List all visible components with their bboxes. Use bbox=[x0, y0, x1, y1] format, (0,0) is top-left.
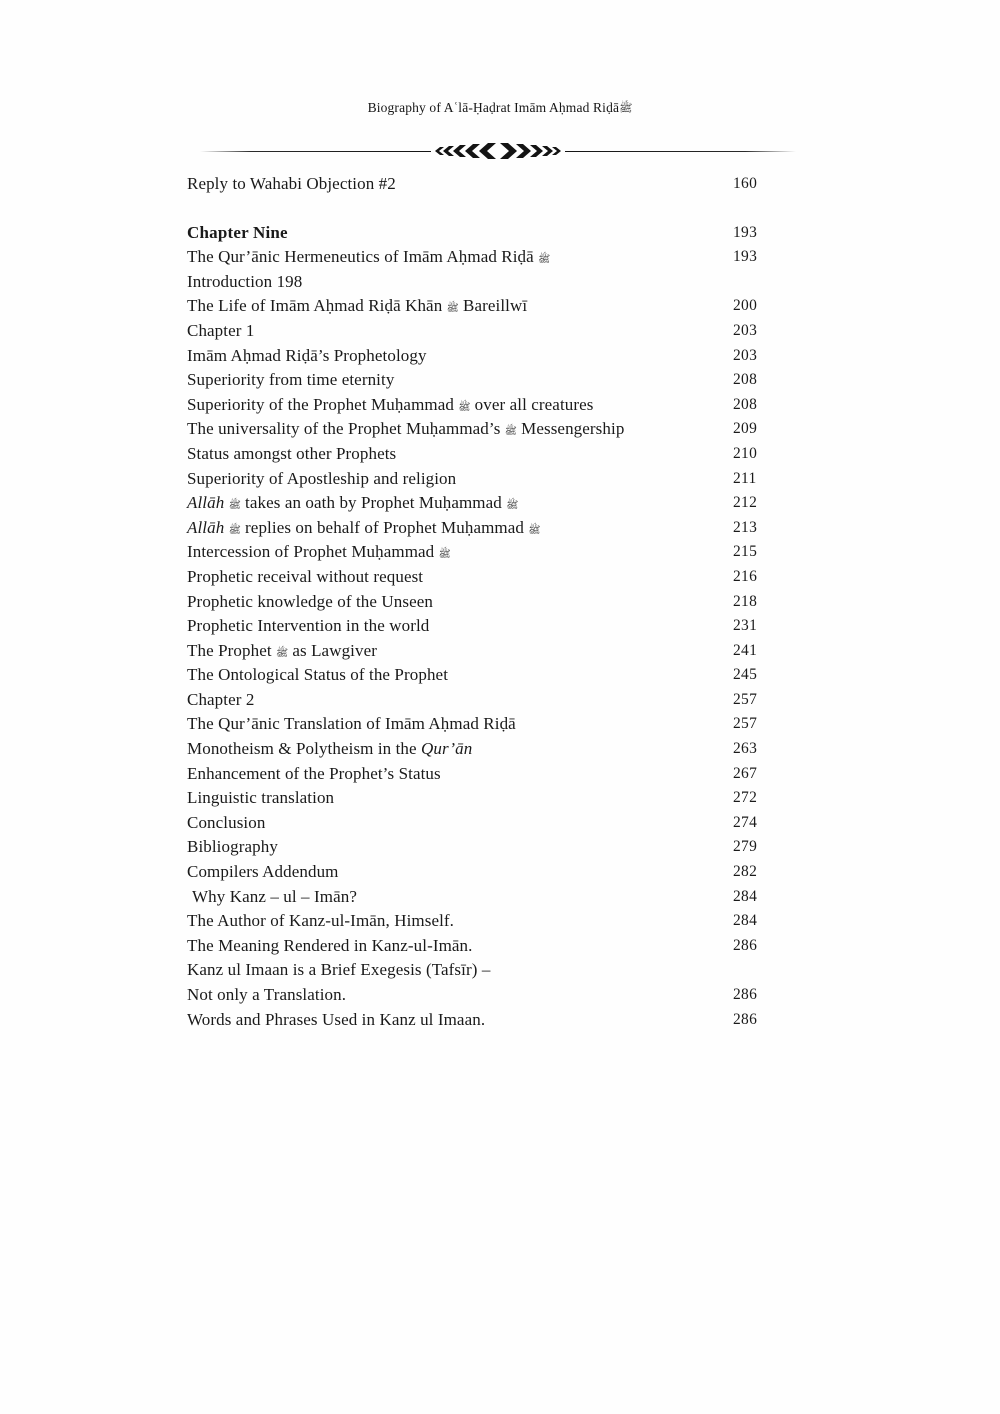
honorific-glyph-icon: ﷺ bbox=[619, 101, 633, 115]
ornamental-divider bbox=[200, 140, 796, 162]
toc-entry[interactable] bbox=[187, 540, 787, 565]
toc-entry-page-number: 284 bbox=[733, 912, 758, 930]
toc-entry-title: Not only a Translation. bbox=[187, 985, 347, 1004]
honorific-glyph-icon: ﷺ bbox=[228, 500, 241, 512]
toc-entry[interactable] bbox=[187, 491, 787, 516]
toc-entry-title: Compilers Addendum bbox=[187, 862, 339, 882]
toc-entry-title: The universality of the Prophet Muḥammad’s ﷺ Messengership bbox=[187, 419, 625, 439]
toc-entry-page-number: 193 bbox=[733, 223, 758, 241]
toc-entry[interactable] bbox=[187, 885, 787, 910]
toc-entry-title: Kanz ul Imaan is a Brief Exegesis (Tafsīr) – bbox=[187, 960, 491, 980]
toc-entry-title: Prophetic Intervention in the world bbox=[187, 616, 430, 636]
toc-entry[interactable] bbox=[187, 983, 787, 1008]
toc-entry[interactable] bbox=[187, 270, 787, 295]
toc-entry[interactable] bbox=[187, 417, 787, 442]
toc-entry-page-number: 282 bbox=[733, 863, 758, 881]
toc-entry-page-number: 218 bbox=[733, 592, 758, 610]
running-header bbox=[0, 100, 1000, 118]
toc-entry[interactable] bbox=[187, 1008, 787, 1033]
toc-entry-page-number: 245 bbox=[733, 666, 758, 684]
toc-entry-page-number: 231 bbox=[733, 617, 758, 635]
honorific-glyph-icon: ﷺ bbox=[538, 254, 551, 266]
toc-entry-title: Allāh ﷺ takes an oath by Prophet Muḥammad ﷺ bbox=[187, 493, 519, 513]
toc-entry-title: Conclusion bbox=[187, 812, 266, 832]
toc-entry-page-number: 241 bbox=[733, 641, 758, 659]
honorific-glyph-icon: ﷺ bbox=[506, 500, 519, 512]
toc-entry-page-number: 284 bbox=[733, 887, 758, 905]
toc-entry[interactable] bbox=[187, 172, 787, 197]
toc-entry[interactable] bbox=[187, 319, 787, 344]
toc-entry[interactable] bbox=[187, 442, 787, 467]
toc-entry-page-number: 193 bbox=[733, 248, 758, 266]
toc-entry-page-number: 210 bbox=[733, 444, 758, 462]
toc-entry-page-number: 160 bbox=[733, 175, 758, 192]
toc-entry[interactable] bbox=[187, 467, 787, 492]
toc-entry[interactable] bbox=[187, 516, 787, 541]
honorific-glyph-icon: ﷺ bbox=[276, 647, 289, 659]
toc-entry[interactable] bbox=[187, 368, 787, 393]
toc-entry-title: Allāh ﷺ replies on behalf of Prophet Muḥammad ﷺ bbox=[187, 517, 541, 537]
honorific-glyph-icon: ﷺ bbox=[438, 549, 451, 561]
toc-entry-title: The Ontological Status of the Prophet bbox=[187, 665, 449, 685]
divider-rule-right bbox=[565, 151, 796, 152]
toc-entry-page-number: 203 bbox=[733, 321, 758, 339]
toc-entry-title: Chapter 2 bbox=[187, 689, 255, 709]
toc-entry-page-number: 213 bbox=[733, 518, 758, 536]
toc-entry-title: Imām Aḥmad Riḍā’s Prophetology bbox=[187, 345, 427, 365]
toc-entry[interactable] bbox=[187, 221, 787, 246]
toc-entry-page-number: 286 bbox=[733, 936, 758, 954]
toc-entry-page-number: 257 bbox=[733, 715, 758, 733]
toc-entry-title: Monotheism & Polytheism in the Qur’ān bbox=[187, 739, 473, 759]
toc-entry-page-number: 216 bbox=[733, 567, 758, 585]
toc-entry-page-number: 274 bbox=[733, 813, 758, 831]
toc-entry-page-number: 208 bbox=[733, 395, 758, 413]
toc-entry-page-number: 212 bbox=[733, 494, 758, 512]
toc-entry-title: Bibliography bbox=[187, 837, 278, 857]
toc-entry-page-number: 209 bbox=[733, 420, 758, 438]
toc-entry-title: Linguistic translation bbox=[187, 788, 335, 808]
toc-entry[interactable] bbox=[187, 737, 787, 762]
honorific-glyph-icon: ﷺ bbox=[528, 524, 541, 536]
toc-entry[interactable] bbox=[187, 393, 787, 418]
toc-entry-title: The Life of Imām Aḥmad Riḍā Khān ﷺ Bareillwī bbox=[187, 296, 528, 316]
toc-entry[interactable] bbox=[187, 294, 787, 319]
toc-entry-title: Reply to Wahabi Objection #2 bbox=[187, 174, 396, 193]
toc-entry[interactable] bbox=[187, 958, 787, 983]
toc-entry-page-number: 267 bbox=[733, 764, 758, 782]
toc-entry-page-number: 272 bbox=[733, 789, 758, 807]
toc-entry-title: Why Kanz – ul – Imān? bbox=[192, 886, 357, 906]
toc-entry[interactable] bbox=[187, 565, 787, 590]
toc-entry[interactable] bbox=[187, 835, 787, 860]
toc-entry-title: The Qur’ānic Translation of Imām Aḥmad Riḍā bbox=[187, 714, 516, 734]
toc-entry[interactable] bbox=[187, 344, 787, 369]
toc-entry-page-number: 286 bbox=[733, 1010, 758, 1028]
toc-entry[interactable] bbox=[187, 614, 787, 639]
toc-entry[interactable] bbox=[187, 811, 787, 836]
toc-entry[interactable] bbox=[187, 786, 787, 811]
toc-entry-page-number: 286 bbox=[733, 986, 758, 1003]
toc-entry[interactable] bbox=[187, 590, 787, 615]
honorific-glyph-icon: ﷺ bbox=[446, 303, 459, 315]
toc-entry-title: The Qur’ānic Hermeneutics of Imām Aḥmad Riḍā ﷺ bbox=[187, 247, 551, 267]
toc-entry-title: Words and Phrases Used in Kanz ul Imaan. bbox=[187, 1009, 486, 1029]
running-header-title: Biography of Aʿlā-Ḥaḍrat Imām Aḥmad Riḍā bbox=[367, 100, 620, 115]
toc-entry[interactable] bbox=[187, 860, 787, 885]
toc-entry-page-number: 263 bbox=[733, 740, 758, 758]
toc-entry-page-number: 215 bbox=[733, 543, 758, 561]
honorific-glyph-icon: ﷺ bbox=[504, 426, 517, 438]
toc-entry[interactable] bbox=[187, 909, 787, 934]
toc-entry-title: The Author of Kanz-ul-Imān, Himself. bbox=[187, 911, 455, 931]
divider-ornament-icon bbox=[431, 141, 565, 161]
toc-entry-page-number: 200 bbox=[733, 297, 758, 315]
toc-entry[interactable] bbox=[187, 688, 787, 713]
toc-entry-title: The Meaning Rendered in Kanz-ul-Imān. bbox=[187, 935, 473, 955]
toc-entry-title: Introduction 198 bbox=[187, 271, 303, 291]
honorific-glyph-icon: ﷺ bbox=[228, 524, 241, 536]
toc-entry-title: Chapter 1 bbox=[187, 320, 255, 340]
toc-entry-title: The Prophet ﷺ as Lawgiver bbox=[187, 640, 378, 660]
toc-entry[interactable] bbox=[187, 762, 787, 787]
table-of-contents bbox=[187, 172, 787, 1032]
toc-entry-title: Prophetic receival without request bbox=[187, 566, 424, 586]
toc-entry-title: Enhancement of the Prophet’s Status bbox=[187, 763, 441, 783]
toc-entry-page-number: 257 bbox=[733, 690, 758, 708]
toc-entry[interactable] bbox=[187, 712, 787, 737]
toc-entry-title: Superiority from time eternity bbox=[187, 370, 395, 390]
toc-entry-page-number: 203 bbox=[733, 346, 758, 364]
toc-entry-title: Prophetic knowledge of the Unseen bbox=[187, 591, 433, 611]
toc-entry-title: Chapter Nine bbox=[187, 222, 288, 242]
honorific-glyph-icon: ﷺ bbox=[458, 401, 471, 413]
toc-entry[interactable] bbox=[187, 934, 787, 959]
toc-entry[interactable] bbox=[187, 245, 787, 270]
toc-entry-title: Intercession of Prophet Muḥammad ﷺ bbox=[187, 542, 451, 562]
toc-entry[interactable] bbox=[187, 663, 787, 688]
toc-entry-page-number: 279 bbox=[733, 838, 758, 856]
toc-entry[interactable] bbox=[187, 639, 787, 664]
toc-entry-title: Superiority of Apostleship and religion bbox=[187, 468, 457, 488]
toc-entry-title: Superiority of the Prophet Muḥammad ﷺ over all creatures bbox=[187, 394, 594, 414]
toc-entry-page-number: 208 bbox=[733, 371, 758, 389]
divider-rule-left bbox=[200, 151, 431, 152]
toc-entry-page-number: 211 bbox=[733, 469, 757, 487]
toc-entry-title: Status amongst other Prophets bbox=[187, 443, 397, 463]
